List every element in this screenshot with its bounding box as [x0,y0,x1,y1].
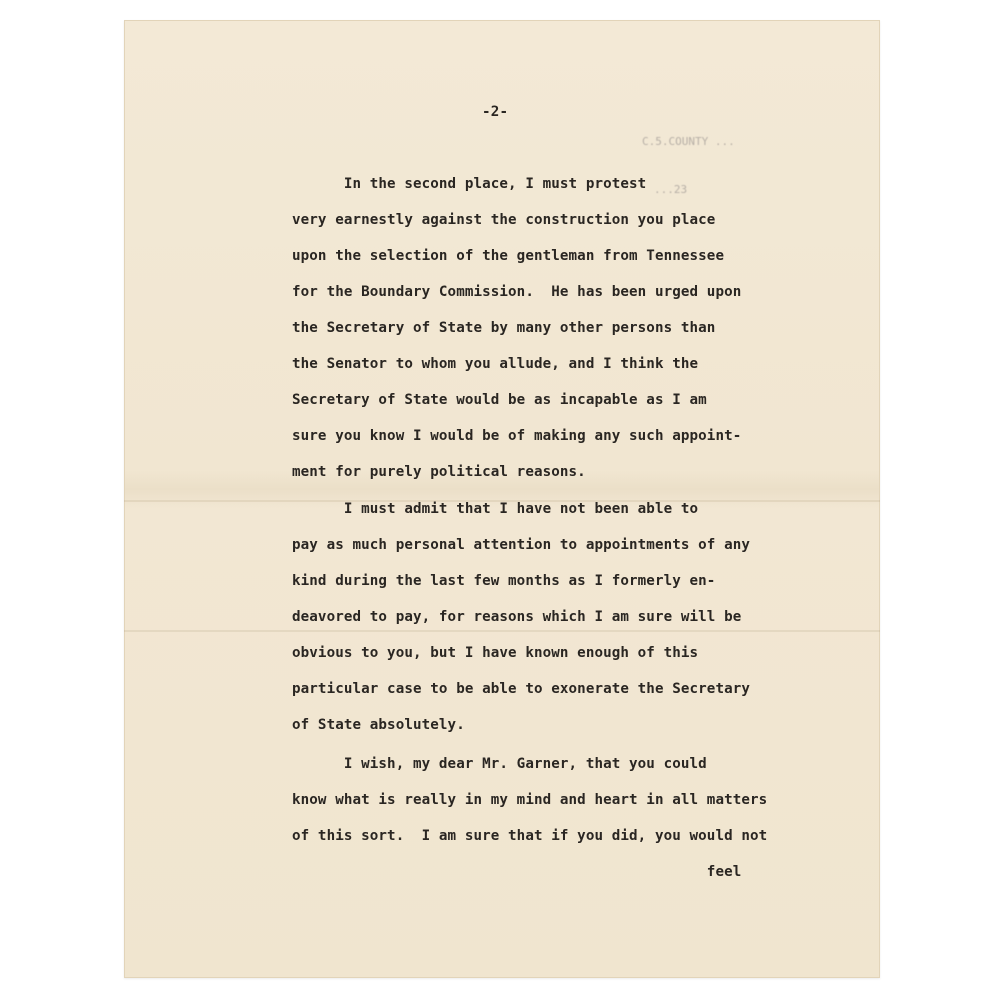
text-line: I must admit that I have not been able to [292,501,699,517]
text-line: the Secretary of State by many other persons than [292,320,716,336]
text-line: of this sort. I am sure that if you did, you would not [292,828,768,844]
text-line: ment for purely political reasons. [292,464,586,480]
text-line: kind during the last few months as I formerly en- [292,573,716,589]
faded-stamp [642,102,741,230]
text-line: I wish, my dear Mr. Garner, that you could [292,756,707,772]
text-line: of State absolutely. [292,717,465,733]
text-line: obvious to you, but I have known enough of this [292,645,699,661]
text-line: In the second place, I must protest [292,176,647,192]
text-line: pay as much personal attention to appointments of any [292,537,751,553]
text-line: feel [292,864,742,880]
text-line: very earnestly against the construction you place [292,212,716,228]
text-line: the Senator to whom you allude, and I think the [292,356,699,372]
paper-fold [124,630,880,632]
text-line: know what is really in my mind and heart in all matters [292,792,768,808]
text-line: Secretary of State would be as incapable as I am [292,392,707,408]
page-number: -2- [482,104,509,120]
letter-page [124,20,880,978]
text-line: deavored to pay, for reasons which I am sure will be [292,609,742,625]
stamp-line: ...23 [654,183,688,196]
text-line: for the Boundary Commission. He has been urged upon [292,284,742,300]
text-line: upon the selection of the gentleman from Tennessee [292,248,725,264]
stamp-line: C.5.COUNTY ... [642,135,742,148]
text-line: sure you know I would be of making any such appoint- [292,428,742,444]
text-line: particular case to be able to exonerate the Secretary [292,681,751,697]
